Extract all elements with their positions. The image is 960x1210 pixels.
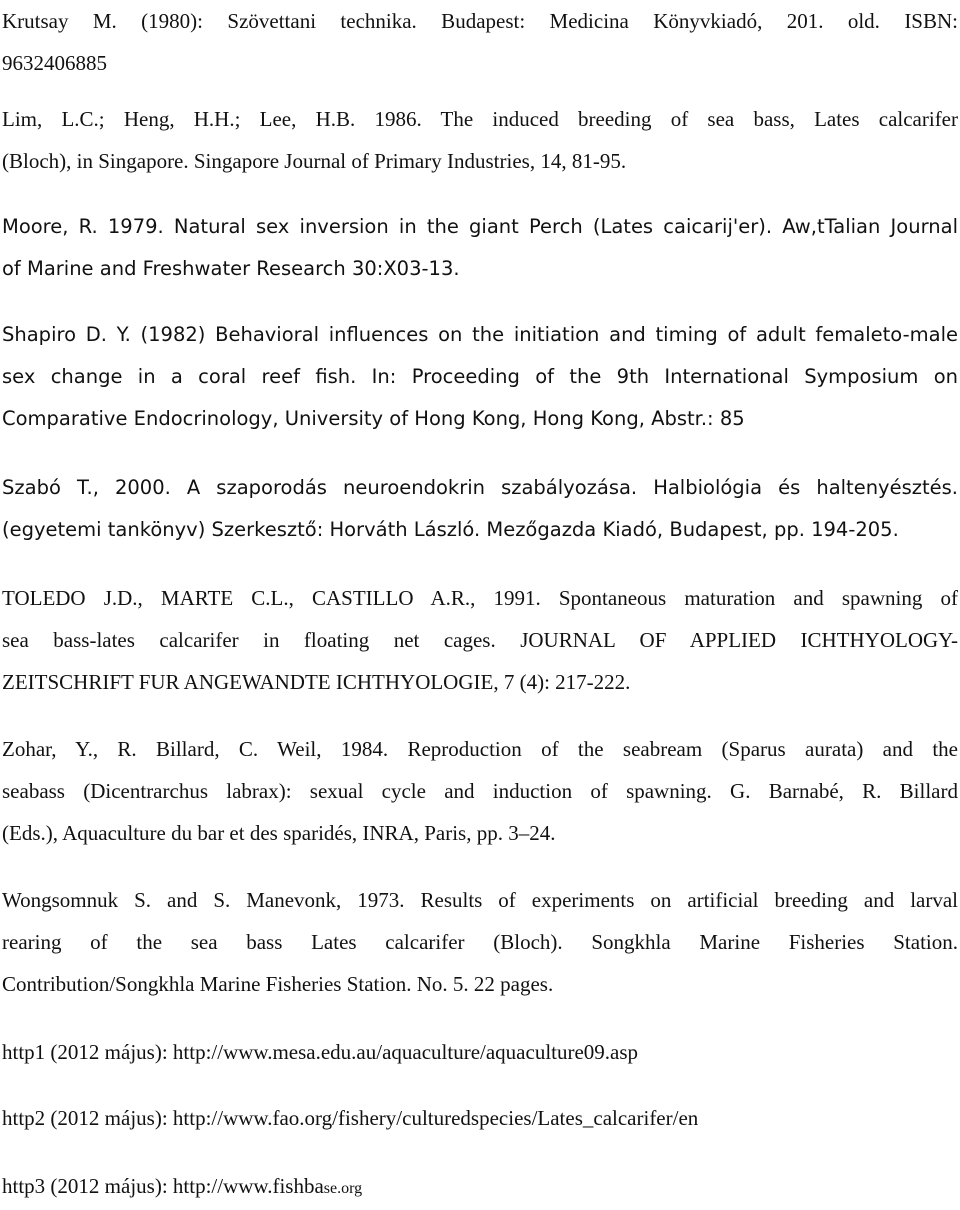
reference-http2 — [2, 1097, 958, 1139]
reference-shapiro — [2, 314, 958, 440]
reference-line: Contribution/Songkhla Marine Fisheries Station. No. 5. 22 pages. — [2, 972, 554, 996]
reference-line: Lim, L.C.; Heng, H.H.; Lee, H.B. 1986. The induced breeding of sea bass, Lates calcarifer — [2, 107, 958, 131]
reference-line: Moore, R. 1979. Natural sex inversion in the giant Perch (Lates caicarij'er). Aw,tTalian Journal — [2, 215, 958, 238]
reference-line: (Bloch), in Singapore. Singapore Journal of Primary Industries, 14, 81-95. — [2, 149, 627, 173]
reference-line: Zohar, Y., R. Billard, C. Weil, 1984. Reproduction of the seabream (Sparus aurata) and the — [2, 737, 958, 761]
reference-http3 — [2, 1165, 958, 1207]
reference-line: (Eds.), Aquaculture du bar et des sparidés, INRA, Paris, pp. 3–24. — [2, 821, 556, 845]
reference-line: sea bass-lates calcarifer in floating net cages. JOURNAL OF APPLIED ICHTHYOLOGY- — [2, 628, 958, 652]
reference-lim — [2, 98, 958, 182]
reference-line: seabass (Dicentrarchus labrax): sexual cycle and induction of spawning. G. Barnabé, R. Billard — [2, 779, 958, 803]
reference-line: TOLEDO J.D., MARTE C.L., CASTILLO A.R., 1991. Spontaneous maturation and spawning of — [2, 586, 958, 610]
reference-line: Wongsomnuk S. and S. Manevonk, 1973. Results of experiments on artificial breeding and larval — [2, 888, 958, 912]
reference-line — [2, 1165, 958, 1207]
reference-line-main: http3 (2012 május): http://www.fishba — [2, 1174, 324, 1198]
reference-http1 — [2, 1031, 958, 1073]
reference-line: http1 (2012 május): http://www.mesa.edu.au/aquaculture/aquaculture09.asp — [2, 1040, 639, 1064]
reference-line: ZEITSCHRIFT FUR ANGEWANDTE ICHTHYOLOGIE, 7 (4): 217-222. — [2, 670, 631, 694]
reference-line: rearing of the sea bass Lates calcarifer (Bloch). Songkhla Marine Fisheries Station. — [2, 930, 958, 954]
reference-line: Shapiro D. Y. (1982) Behavioral influences on the initiation and timing of adult femaleto-male — [2, 323, 958, 346]
reference-toledo — [2, 577, 958, 703]
reference-line: Krutsay M. (1980): Szövettani technika. Budapest: Medicina Könyvkiadó, 201. old. ISBN: — [2, 9, 958, 33]
reference-zohar — [2, 728, 958, 854]
reference-moore — [2, 206, 958, 290]
reference-line: http2 (2012 május): http://www.fao.org/fishery/culturedspecies/Lates_calcarifer/en — [2, 1106, 699, 1130]
reference-line: 9632406885 — [2, 51, 107, 75]
reference-wongsomnuk — [2, 879, 958, 1005]
reference-line: Comparative Endocrinology, University of Hong Kong, Hong Kong, Abstr.: 85 — [2, 407, 745, 430]
reference-szabo — [2, 467, 958, 551]
reference-line: sex change in a coral reef fish. In: Proceeding of the 9th International Symposium on — [2, 365, 958, 388]
reference-line-small: se.org — [323, 1180, 363, 1197]
reference-line: Szabó T., 2000. A szaporodás neuroendokrin szabályozása. Halbiológia és haltenyésztés. — [2, 476, 958, 499]
reference-line: of Marine and Freshwater Research 30:X03-13. — [2, 257, 460, 280]
reference-line: (egyetemi tankönyv) Szerkesztő: Horváth László. Mezőgazda Kiadó, Budapest, pp. 194-205. — [2, 518, 899, 541]
reference-krutsay — [2, 0, 958, 84]
